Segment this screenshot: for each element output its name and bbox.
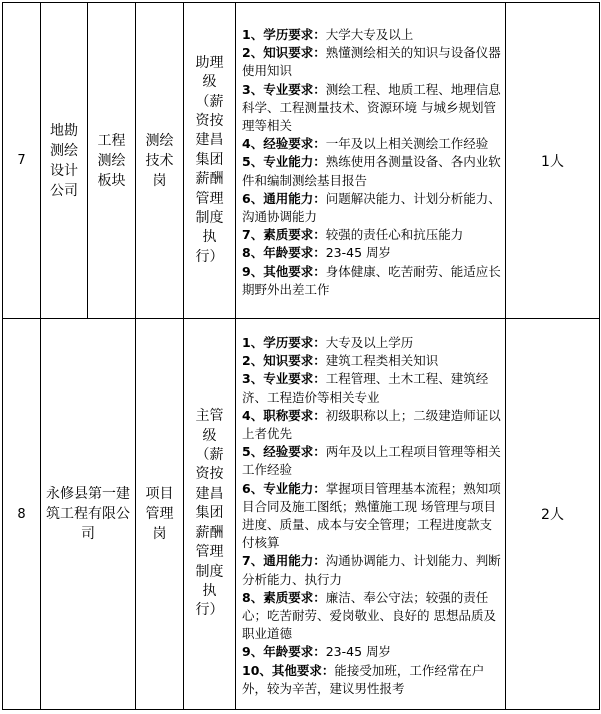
- requirement-item: [242, 44, 501, 80]
- requirement-label: 8、素质要求：: [242, 589, 326, 605]
- requirements-cell: [236, 319, 506, 710]
- requirements-cell: [236, 3, 506, 319]
- level-cell: [184, 3, 236, 319]
- requirement-label: 3、专业要求：: [242, 81, 326, 97]
- requirement-label: 6、通用能力：: [242, 190, 326, 206]
- requirement-text: 初级职称以上；二级建造师证以上者优先: [242, 407, 501, 441]
- level-text: 助理级（薪资按建昌集团薪酬管理制度执行）: [195, 54, 224, 265]
- requirement-label: 9、其他要求：: [242, 263, 326, 279]
- requirements-list: [236, 22, 505, 299]
- requirement-text: 廉洁、奉公守法；较强的责任心；吃苦耐劳、爱岗敬业、良好的 思想品质及职业道德: [242, 589, 496, 642]
- requirements-list: [236, 330, 505, 698]
- requirement-text: 沟通协调能力、计划能力、判断分析能力、执行力: [242, 553, 501, 587]
- level-cell: [184, 319, 236, 710]
- row-index: 8: [3, 319, 41, 710]
- requirement-text: 建筑工程类相关知识: [325, 353, 439, 369]
- requirement-label: 10、其他要求：: [242, 662, 335, 678]
- requirement-text: 身体健康、吃苦耐劳、能适应长期野外出差工作: [242, 263, 501, 297]
- company-cell: [41, 3, 88, 319]
- company-name: 永修县第一建筑工程有限公司: [46, 486, 130, 542]
- department-name: 工程测绘板块: [97, 132, 126, 189]
- requirement-label: 2、知识要求：: [242, 45, 326, 61]
- requirement-label: 5、专业能力：: [242, 154, 326, 170]
- requirement-item: [242, 662, 501, 698]
- requirement-text: 较强的责任心和抗压能力: [325, 227, 464, 243]
- requirement-text: 能接受加班，工作经常在户外，较为辛苦，建议男性报考: [242, 662, 485, 696]
- department-cell: [88, 3, 136, 319]
- requirement-label: 3、专业要求：: [242, 371, 326, 387]
- headcount-cell: 2人: [506, 319, 600, 710]
- position-name: 项目管理岗: [145, 486, 174, 542]
- requirement-item: [242, 480, 501, 553]
- requirement-item: [242, 407, 501, 443]
- requirement-label: 1、学历要求：: [242, 334, 326, 350]
- row-index: 7: [3, 3, 41, 319]
- requirement-item: [242, 81, 501, 136]
- requirement-text: 23-45 周岁: [325, 644, 391, 660]
- requirement-label: 1、学历要求：: [242, 26, 326, 42]
- requirement-label: 8、年龄要求：: [242, 245, 326, 261]
- requirement-text: 测绘工程、地质工程、地理信息科学、工程测量技术、资源环境 与城乡规划管理等相关: [242, 81, 501, 133]
- requirement-label: 7、素质要求：: [242, 227, 326, 243]
- job-table: [2, 2, 600, 710]
- requirement-text: 大专及以上学历: [325, 334, 414, 350]
- requirement-item: [242, 643, 501, 661]
- requirement-text: 23-45 周岁: [325, 245, 391, 261]
- requirement-item: [242, 226, 501, 244]
- requirement-label: 7、通用能力：: [242, 553, 326, 569]
- requirement-text: 掌握项目管理基本流程；熟知项目合同及施工图纸；熟懂施工现 场管理与项目进度、质量、成本与安全管理；工程进度款支付核算: [242, 480, 501, 551]
- position-cell: [136, 319, 184, 710]
- requirement-text: 熟懂测绘相关的知识与设备仪器使用知识: [242, 45, 501, 79]
- requirement-text: 熟练使用各测量设备、各内业软件和编制测绘基目报告: [242, 154, 501, 188]
- requirement-text: 大学大专及以上: [325, 26, 414, 42]
- requirement-text: 工程管理、土木工程、建筑经济、工程造价等相关专业: [242, 371, 489, 405]
- requirement-item: [242, 334, 501, 352]
- requirement-item: [242, 443, 501, 479]
- requirement-item: [242, 352, 501, 370]
- requirement-label: 6、专业能力：: [242, 480, 326, 496]
- requirement-label: 9、年龄要求：: [242, 644, 326, 660]
- requirement-label: 4、经验要求：: [242, 136, 326, 152]
- requirement-label: 2、知识要求：: [242, 353, 326, 369]
- requirement-label: 5、经验要求：: [242, 444, 326, 460]
- level-text: 主管级（薪资按建昌集团薪酬管理制度执行）: [195, 408, 224, 619]
- company-name: 地勘测绘设计公司: [50, 122, 78, 199]
- headcount-cell: 1人: [506, 3, 600, 319]
- requirement-item: [242, 589, 501, 644]
- requirement-item: [242, 26, 501, 44]
- position-cell: [136, 3, 184, 319]
- company-cell: [41, 319, 136, 710]
- requirement-item: [242, 190, 501, 226]
- position-name: 测绘技术岗: [145, 132, 174, 189]
- requirement-text: 两年及以上工程项目管理等相关工作经验: [242, 444, 501, 478]
- requirement-label: 4、职称要求：: [242, 407, 326, 423]
- table-row: [3, 319, 600, 710]
- table-row: [3, 3, 600, 319]
- requirement-item: [242, 370, 501, 406]
- requirement-item: [242, 135, 501, 153]
- requirement-item: [242, 153, 501, 189]
- requirement-item: [242, 552, 501, 588]
- requirement-item: [242, 244, 501, 262]
- requirement-item: [242, 263, 501, 299]
- requirement-text: 一年及以上相关测绘工作经验: [325, 136, 489, 152]
- requirement-text: 问题解决能力、计划分析能力、沟通协调能力: [242, 190, 501, 224]
